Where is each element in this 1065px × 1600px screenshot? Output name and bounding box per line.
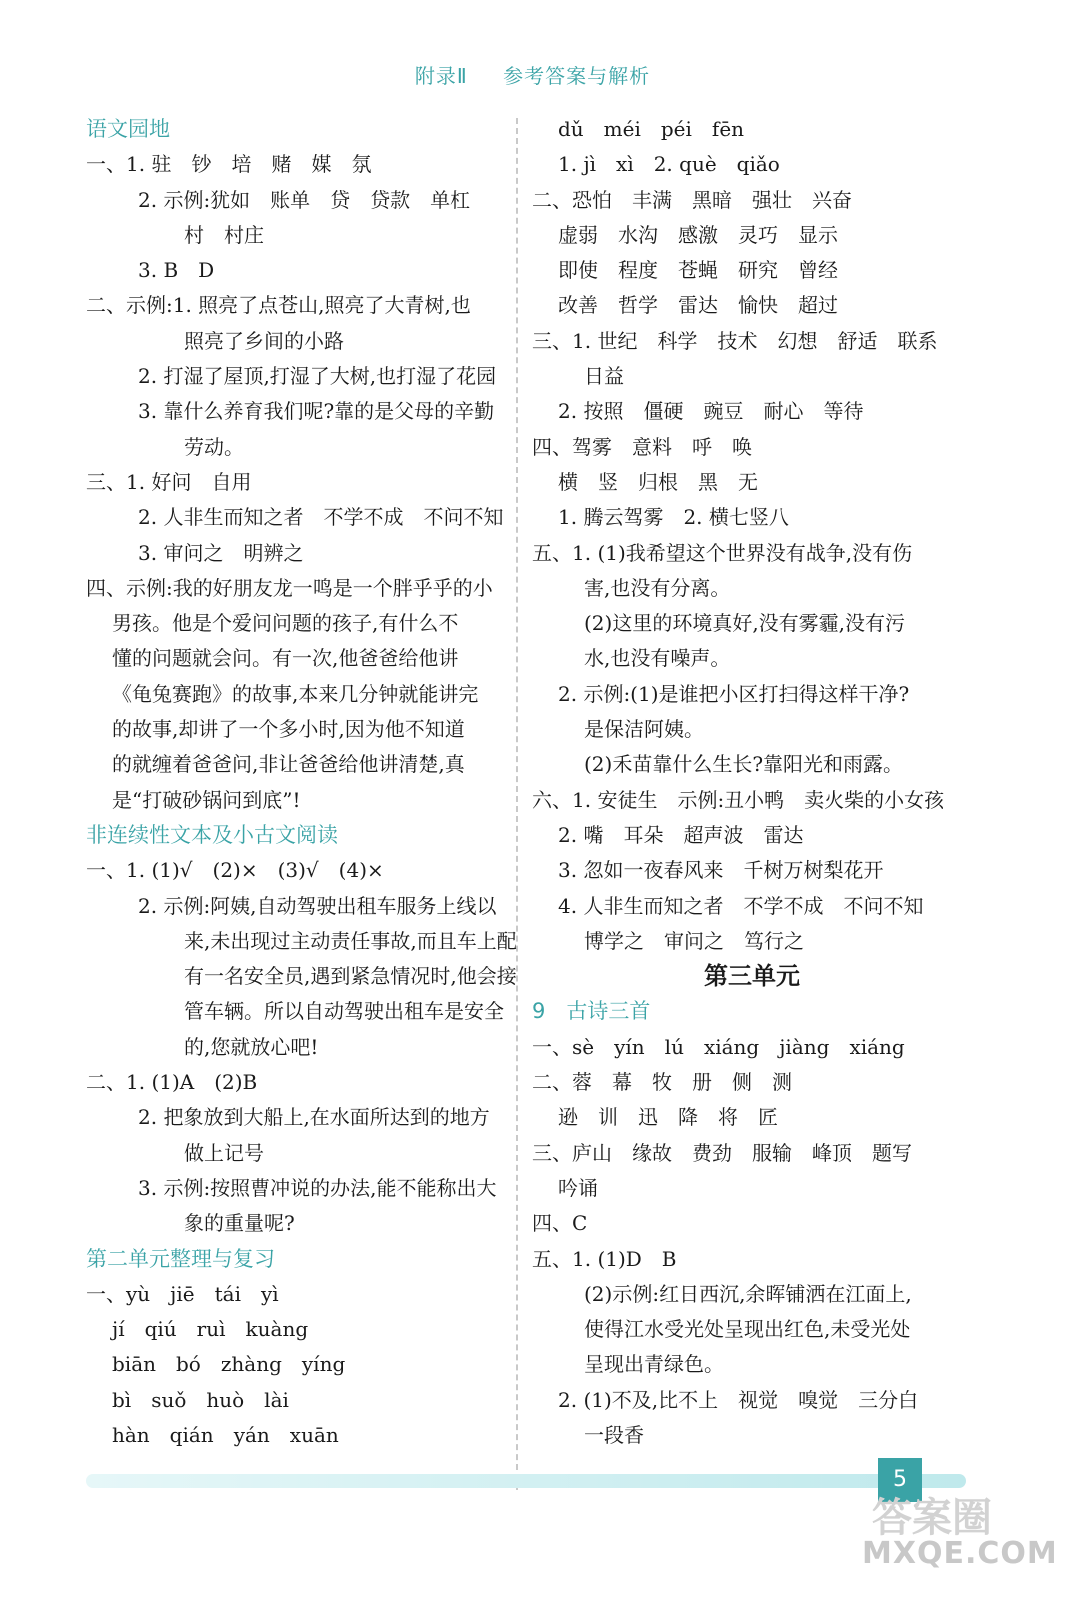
answer-line: 2. 嘴 耳朵 超声波 雷达: [558, 822, 804, 847]
answer-line: 男孩。他是个爱问问题的孩子,有什么不: [112, 611, 459, 636]
answer-line: 吟诵: [558, 1175, 598, 1200]
answer-line: bì suǒ huò lài: [112, 1387, 289, 1412]
answer-line: jí qiú ruì kuàng: [112, 1317, 309, 1342]
answer-line: 2. 示例:阿姨,自动驾驶出租车服务上线以: [138, 893, 497, 918]
footer-band: [86, 1474, 966, 1488]
section-heading: 非连续性文本及小古文阅读: [86, 822, 338, 847]
answer-line: 3. 示例:按照曹冲说的办法,能不能称出大: [138, 1175, 497, 1200]
watermark-logo: 答案圈: [872, 1495, 992, 1541]
question-line: 四、驾雾 意料 呼 唤: [532, 434, 752, 459]
question-line: 一、yù jiē tái yì: [86, 1281, 279, 1306]
question-line: 一、1. (1)√ (2)× (3)√ (4)×: [86, 858, 384, 883]
continuation-line: 有一名安全员,遇到紧急情况时,他会接: [184, 964, 517, 989]
header-title: 参考答案与解析: [503, 64, 651, 88]
continuation-line: 管车辆。所以自动驾驶出租车是安全: [184, 999, 504, 1024]
section-heading: 第二单元整理与复习: [86, 1246, 275, 1271]
answer-line: 2. 按照 僵硬 豌豆 耐心 等待: [558, 399, 864, 424]
continuation-line: 村 村庄: [184, 222, 264, 247]
answer-line: 日益: [584, 364, 624, 389]
answer-line: 3. 靠什么养育我们呢?靠的是父母的辛勤: [138, 399, 495, 424]
question-line: 三、庐山 缘故 费劲 服输 峰顶 题写: [532, 1140, 912, 1165]
continuation-line: 做上记号: [184, 1140, 264, 1165]
answer-line: 3. 审问之 明辨之: [138, 540, 304, 565]
section-heading: 语文园地: [86, 117, 170, 141]
question-line: 三、1. 好问 自用: [86, 469, 252, 494]
answer-line: 虚弱 水沟 感激 灵巧 显示: [558, 222, 838, 247]
answer-line: 的就缠着爸爸问,非让爸爸给他讲清楚,真: [112, 752, 465, 777]
question-line: 六、1. 安徒生 示例:丑小鸭 卖火柴的小女孩: [532, 787, 945, 812]
answer-line: 3. 忽如一夜春风来 千树万树梨花开: [558, 858, 884, 883]
question-line: 二、示例:1. 照亮了点苍山,照亮了大青树,也: [86, 293, 471, 318]
answer-line: (2)禾苗靠什么生长?靠阳光和雨露。: [584, 752, 904, 777]
answer-line: 害,也没有分离。: [584, 575, 731, 600]
answer-line: 2. 示例:(1)是谁把小区打扫得这样干净?: [558, 681, 910, 706]
answer-line: 使得江水受光处呈现出红色,未受光处: [584, 1317, 911, 1342]
answer-line: 3. B D: [138, 258, 215, 283]
continuation-line: 照亮了乡间的小路: [184, 328, 344, 353]
continuation-line: 的,您就放心吧!: [184, 1034, 319, 1059]
left-column: [86, 112, 517, 1453]
page-header: [0, 60, 1065, 89]
answer-line: 《龟兔赛跑》的故事,本来几分钟就能讲完: [112, 681, 479, 706]
question-line: 五、1. (1)D B: [532, 1246, 677, 1271]
unit-heading: 第三单元: [704, 962, 800, 991]
column-divider: [516, 118, 518, 1490]
answer-line: 呈现出青绿色。: [584, 1352, 724, 1377]
answer-line: 懂的问题就会问。有一次,他爸爸给他讲: [112, 646, 459, 671]
answer-line: (2)示例:红日西沉,余晖铺洒在江面上,: [584, 1281, 912, 1306]
answer-line: 即使 程度 苍蝇 研究 曾经: [558, 258, 838, 283]
question-line: 四、C: [532, 1211, 588, 1236]
answer-line: 2. 示例:犹如 账单 贷 贷款 单杠: [138, 187, 471, 212]
question-line: 五、1. (1)我希望这个世界没有战争,没有伤: [532, 540, 913, 565]
section-heading: 9 古诗三首: [532, 999, 651, 1024]
header-appendix: 附录Ⅱ: [414, 64, 468, 88]
answer-line: dǔ méi péi fēn: [558, 117, 745, 141]
answer-line: 4. 人非生而知之者 不学不成 不问不知: [558, 893, 924, 918]
question-line: 二、蓉 幕 牧 册 侧 测: [532, 1070, 792, 1095]
answer-line: 的故事,却讲了一个多小时,因为他不知道: [112, 717, 465, 742]
answer-line: biān bó zhàng yíng: [112, 1352, 346, 1377]
page-number: 5: [878, 1458, 922, 1502]
right-column: [532, 112, 972, 1453]
answer-line: 2. 人非生而知之者 不学不成 不问不知: [138, 505, 504, 530]
answer-line: 改善 哲学 雷达 愉快 超过: [558, 293, 838, 318]
question-line: 一、1. 驻 钞 培 赌 媒 氛: [86, 152, 372, 177]
answer-line: hàn qián yán xuān: [112, 1422, 339, 1447]
answer-line: 2. 打湿了屋顶,打湿了大树,也打湿了花园: [138, 364, 497, 389]
answer-line: 一段香: [584, 1422, 644, 1447]
watermark-url: MXQE.COM: [862, 1536, 1058, 1571]
answer-line: 水,也没有噪声。: [584, 646, 731, 671]
answer-line: 是“打破砂锅问到底”!: [112, 787, 301, 812]
question-line: 四、示例:我的好朋友龙一鸣是一个胖乎乎的小: [86, 575, 493, 600]
answer-line: 1. jì xì 2. què qiǎo: [558, 152, 780, 177]
answer-line: 横 竖 归根 黑 无: [558, 469, 758, 494]
question-line: 一、sè yín lú xiáng jiàng xiáng: [532, 1034, 905, 1059]
continuation-line: 来,未出现过主动责任事故,而且车上配: [184, 928, 517, 953]
answer-line: (2)这里的环境真好,没有雾霾,没有污: [584, 611, 906, 636]
answer-line: 2. (1)不及,比不上 视觉 嗅觉 三分白: [558, 1387, 919, 1412]
question-line: 二、恐怕 丰满 黑暗 强壮 兴奋: [532, 187, 852, 212]
answer-line: 逊 训 迅 降 将 匠: [558, 1105, 778, 1130]
question-line: 三、1. 世纪 科学 技术 幻想 舒适 联系: [532, 328, 938, 353]
continuation-line: 劳动。: [184, 434, 244, 459]
answer-line: 1. 腾云驾雾 2. 横七竖八: [558, 505, 789, 530]
answer-line: 是保洁阿姨。: [584, 717, 704, 742]
answer-line: 2. 把象放到大船上,在水面所达到的地方: [138, 1105, 490, 1130]
question-line: 二、1. (1)A (2)B: [86, 1070, 258, 1095]
continuation-line: 象的重量呢?: [184, 1211, 295, 1236]
answer-line: 博学之 审问之 笃行之: [584, 928, 804, 953]
